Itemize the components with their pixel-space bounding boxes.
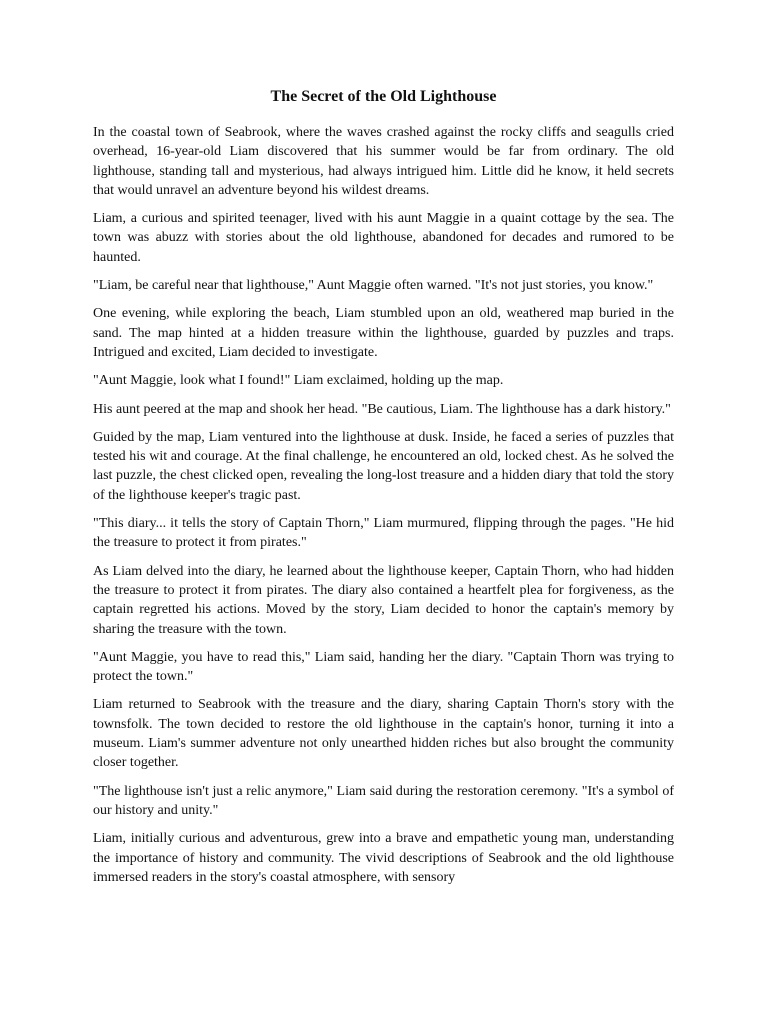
paragraph-8: "This diary... it tells the story of Captain Thorn," Liam murmured, flipping through the pages. "He hid the treasure to protect it from pirates." xyxy=(93,516,674,551)
paragraph-5: "Aunt Maggie, look what I found!" Liam exclaimed, holding up the map. xyxy=(93,373,504,389)
paragraph-1: In the coastal town of Seabrook, where the waves crashed against the rocky cliffs and seagulls cried overhead, 16-year-old Liam discovered that his summer would be far from ordinary. The old lighthouse, standing tall and mysterious, had always intrigued him. Little did he know, it held secrets that would unravel an adventure beyond his wildest dreams. xyxy=(93,125,674,198)
paragraph-3: "Liam, be careful near that lighthouse," Aunt Maggie often warned. "It's not just stories, you know." xyxy=(93,278,654,294)
paragraph-11: Liam returned to Seabrook with the treasure and the diary, sharing Captain Thorn's story with the townsfolk. The town decided to restore the old lighthouse in the captain's honor, turning it into a museum. Liam's summer adventure not only unearthed hidden riches but also brought the community closer together. xyxy=(93,697,674,771)
paragraph-6: His aunt peered at the map and shook her head. "Be cautious, Liam. The lighthouse has a dark history." xyxy=(93,401,671,417)
paragraph-4: One evening, while exploring the beach, Liam stumbled upon an old, weathered map buried in the sand. The map hinted at a hidden treasure within the lighthouse, guarded by puzzles and traps. Intrigued and excited, Liam decided to investigate. xyxy=(93,306,674,360)
paragraph-12: "The lighthouse isn't just a relic anymore," Liam said during the restoration ceremony. "It's a symbol of our history and unity." xyxy=(93,783,674,818)
paragraph-13: Liam, initially curious and adventurous, grew into a brave and empathetic young man, understanding the importance of history and community. The vivid descriptions of Seabrook and the old lighthouse immersed readers in the story's coastal atmosphere, with sensory xyxy=(93,831,674,885)
paragraph-7: Guided by the map, Liam ventured into the lighthouse at dusk. Inside, he faced a series of puzzles that tested his wit and courage. At the final challenge, he encountered an old, locked chest. As he solved the last puzzle, the chest clicked open, revealing the long-lost treasure and a hidden diary that told the story of the lighthouse keeper's tragic past. xyxy=(93,429,674,503)
paragraph-2: Liam, a curious and spirited teenager, lived with his aunt Maggie in a quaint cottage by the sea. The town was abuzz with stories about the old lighthouse, abandoned for decades and rumored to be haunted. xyxy=(93,211,674,265)
paragraph-9: As Liam delved into the diary, he learned about the lighthouse keeper, Captain Thorn, who had hidden the treasure to protect it from pirates. The diary also contained a heartfelt plea for forgiveness, as the captain regretted his actions. Moved by the story, Liam decided to honor the captain's memory by sharing the treasure with the town. xyxy=(93,563,674,637)
document-title: The Secret of the Old Lighthouse xyxy=(270,88,497,105)
paragraph-10: "Aunt Maggie, you have to read this," Liam said, handing her the diary. "Captain Thorn was trying to protect the town." xyxy=(93,649,674,685)
document-page xyxy=(93,82,674,934)
